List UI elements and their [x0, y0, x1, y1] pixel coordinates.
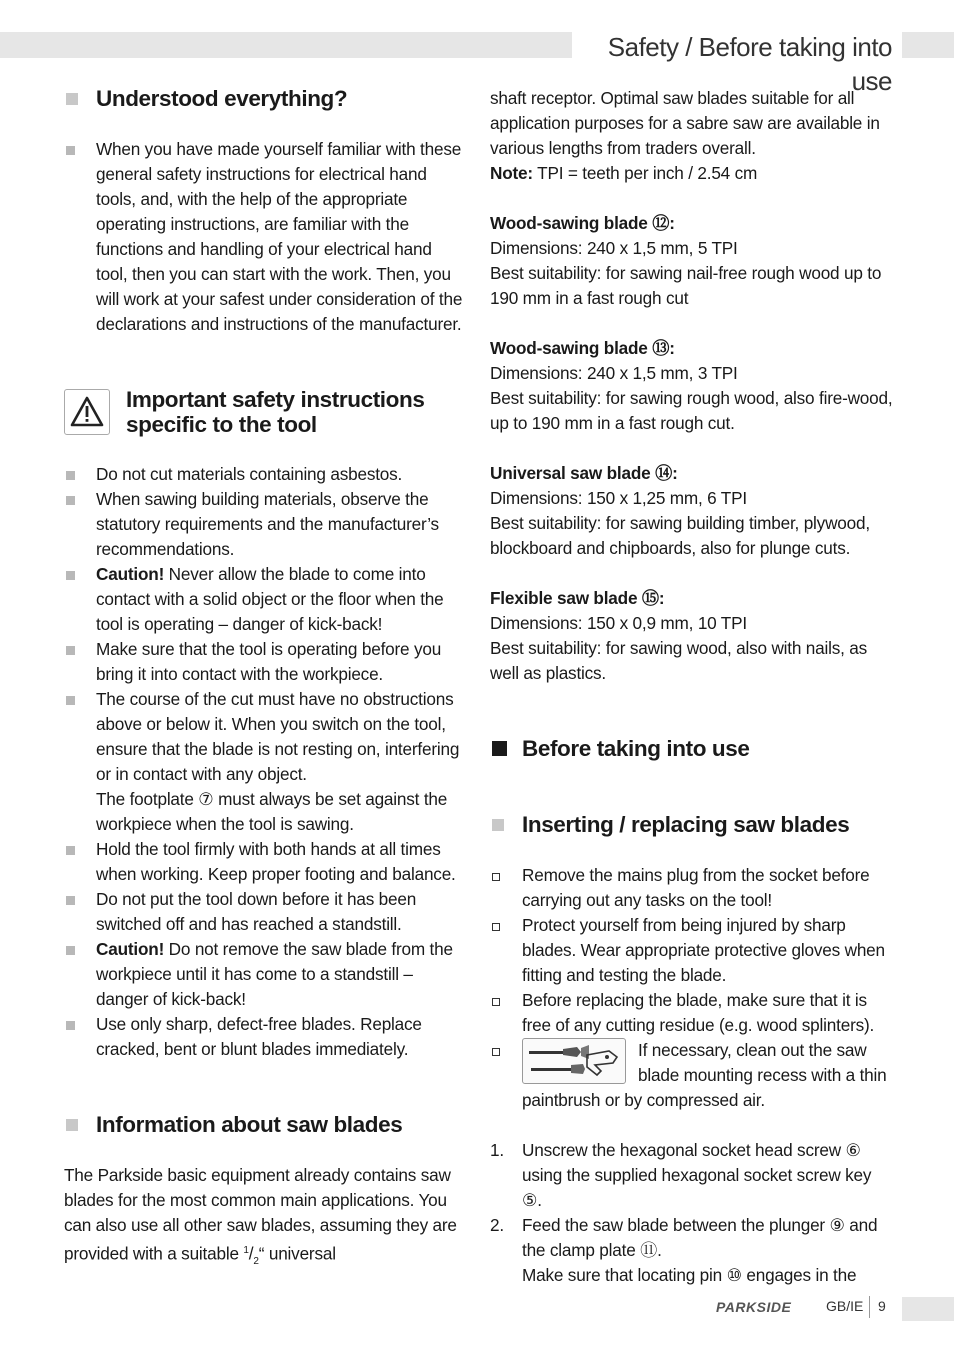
checklist-item: Before replacing the blade, make sure that it is free of any cutting residue (e.g. wood splinters). — [490, 988, 894, 1038]
blade-dimensions: Dimensions: 150 x 1,25 mm, 6 TPI — [490, 488, 747, 508]
safety-bullet: Do not cut materials containing asbestos. — [64, 462, 466, 487]
safety-bullet: Do not put the tool down before it has been switched off and has reached a standstill. — [64, 887, 466, 937]
heading-before-taking-into-use: Before taking into use — [490, 736, 894, 762]
header-bar-left — [0, 32, 572, 58]
understood-text: When you have made yourself familiar with these general safety instructions for electrical hand tools, and, with the help of the appropriate operating instructions, are familiar with the functions and handling of your electrical hand tool, then you can start with the work. Then, you will work at your safest under consideration of the declarations and instructions of the manufacturer. — [64, 137, 466, 337]
blade-entry — [490, 336, 894, 436]
heading-square-icon — [66, 1119, 78, 1131]
blade-suitability: Best suitability: for sawing wood, also with nails, as well as plastics. — [490, 638, 868, 683]
heading-information-saw-blades: Information about saw blades — [64, 1112, 466, 1138]
safety-bullet: Make sure that the tool is operating before you bring it into contact with the workpiece. — [64, 637, 466, 687]
parkside-logo: PARKSIDE — [716, 1299, 792, 1315]
bullet-square-icon — [66, 496, 75, 505]
bullet-square-icon — [66, 646, 75, 655]
blade-entry — [490, 461, 894, 561]
bullet-square-icon — [66, 946, 75, 955]
blade-name: Wood-sawing blade ⑬: — [490, 338, 675, 358]
safety-bullet: When sawing building materials, observe the statutory requirements and the manufacturer’s recommendations. — [64, 487, 466, 562]
checklist-item: Remove the mains plug from the socket before carrying out any tasks on the tool! — [490, 863, 894, 913]
heading-important-safety: Important safety instructions specific to the tool — [64, 387, 466, 437]
footer-divider — [869, 1296, 870, 1318]
heading-square-icon — [492, 819, 504, 831]
bullet-square-icon — [66, 571, 75, 580]
footer-language: GB/IE — [826, 1298, 864, 1314]
heading-understood: Understood everything? — [64, 86, 466, 112]
step-item: 2. Feed the saw blade between the plunger ⑨ and the clamp plate ⑪. Make sure that locating pin ⑩ engages in the — [490, 1215, 878, 1285]
bullet-square-icon — [66, 1021, 75, 1030]
blade-suitability: Best suitability: for sawing rough wood, also fire-wood, up to 190 mm in a fast rough cut. — [490, 388, 893, 433]
checkbox-square-icon — [492, 923, 500, 931]
blade-suitability: Best suitability: for sawing building timber, plywood, blockboard and chipboards, also for plunge cuts. — [490, 513, 870, 558]
blade-suitability: Best suitability: for sawing nail-free rough wood up to 190 mm in a fast rough cut — [490, 263, 882, 308]
bullet-square-icon — [66, 896, 75, 905]
step-item: 1. Unscrew the hexagonal socket head screw ⑥ using the supplied hexagonal socket screw key ⑤. — [490, 1140, 872, 1210]
page-header-title: Safety / Before taking into use — [607, 32, 892, 96]
checklist-item: If necessary, clean out the saw blade mounting recess with a thin paintbrush or by compressed air. — [490, 1038, 894, 1113]
footer-bar — [902, 1297, 954, 1321]
bullet-square-icon — [66, 846, 75, 855]
paintbrush-cleaning-icon — [522, 1038, 626, 1084]
bullet-square-icon — [66, 146, 75, 155]
blade-dimensions: Dimensions: 150 x 0,9 mm, 10 TPI — [490, 613, 747, 633]
bullet-square-icon — [66, 696, 75, 705]
blade-dimensions: Dimensions: 240 x 1,5 mm, 5 TPI — [490, 238, 738, 258]
blade-entry — [490, 586, 894, 686]
safety-bullet: The course of the cut must have no obstructions above or below it. When you switch on the tool, ensure that the blade is not resting on, interfering or in contact with any object. The footplate ⑦ must always be set against the workpiece when the tool is sawing. — [64, 687, 466, 837]
checkbox-square-icon — [492, 1048, 500, 1056]
blade-name: Universal saw blade ⑭: — [490, 463, 678, 483]
heading-square-icon — [66, 93, 78, 105]
safety-bullet: Caution! Never allow the blade to come into contact with a solid object or the floor when the tool is operating – danger of kick-back! — [64, 562, 466, 637]
checklist-item: Protect yourself from being injured by sharp blades. Wear appropriate protective gloves when fitting and testing the blade. — [490, 913, 894, 988]
blade-dimensions: Dimensions: 240 x 1,5 mm, 3 TPI — [490, 363, 738, 383]
continued-text: shaft receptor. Optimal saw blades suitable for all application purposes for a sabre saw are available in various lengths from traders overall. — [490, 88, 880, 158]
page-number: 9 — [878, 1298, 886, 1314]
blade-name: Wood-sawing blade ⑫: — [490, 213, 675, 233]
blade-name: Flexible saw blade ⑮: — [490, 588, 665, 608]
safety-bullet: Hold the tool firmly with both hands at all times when working. Keep proper footing and balance. — [64, 837, 466, 887]
safety-bullet: Use only sharp, defect-free blades. Replace cracked, bent or blunt blades immediately. — [64, 1012, 466, 1062]
information-text: The Parkside basic equipment already contains saw blades for the most common main applications. You can also use all other saw blades, assuming they are provided with a suitable $^1/_2“$ universal — [64, 1165, 457, 1268]
heading-square-icon — [492, 741, 507, 756]
left-column — [64, 86, 466, 1274]
header-bar-right — [902, 32, 954, 58]
right-column — [490, 86, 894, 1288]
heading-inserting-replacing: Inserting / replacing saw blades — [490, 812, 894, 838]
bullet-square-icon — [66, 471, 75, 480]
warning-triangle-icon — [64, 389, 110, 435]
safety-bullet: Caution! Do not remove the saw blade from the workpiece until it has come to a standstill – danger of kick-back! — [64, 937, 466, 1012]
checkbox-square-icon — [492, 873, 500, 881]
note-line: Note: TPI = teeth per inch / 2.54 cm — [490, 163, 758, 183]
blade-entry — [490, 211, 894, 311]
checkbox-square-icon — [492, 998, 500, 1006]
